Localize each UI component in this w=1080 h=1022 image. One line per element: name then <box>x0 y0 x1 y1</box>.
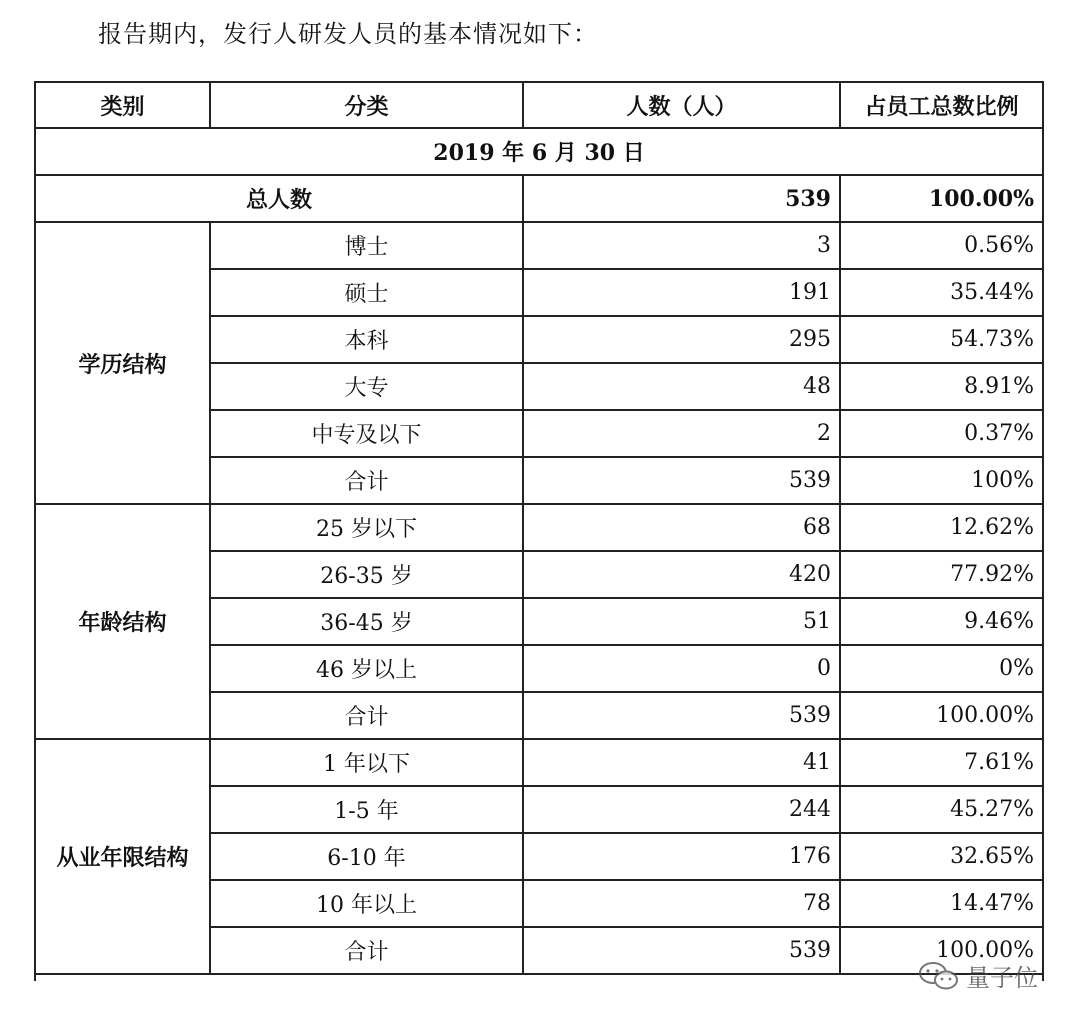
row-pct: 32.65% <box>840 833 1043 880</box>
intro-text: 报告期内，发行人研发人员的基本情况如下： <box>98 20 598 48</box>
category-cell: 学历结构 <box>35 222 210 504</box>
row-label: 博士 <box>210 222 523 269</box>
row-pct: 14.47% <box>840 880 1043 927</box>
row-label: 1 年以下 <box>210 739 523 786</box>
row-count: 295 <box>523 316 840 363</box>
table-row <box>35 504 1043 551</box>
table-row <box>35 739 1043 786</box>
row-pct: 45.27% <box>840 786 1043 833</box>
row-count: 51 <box>523 598 840 645</box>
row-label: 36-45 岁 <box>210 598 523 645</box>
header-subcategory: 分类 <box>210 82 523 128</box>
row-count: 176 <box>523 833 840 880</box>
row-label: 10 年以上 <box>210 880 523 927</box>
row-count: 420 <box>523 551 840 598</box>
row-count: 2 <box>523 410 840 457</box>
row-pct: 8.91% <box>840 363 1043 410</box>
row-pct: 54.73% <box>840 316 1043 363</box>
row-count: 78 <box>523 880 840 927</box>
row-pct: 100% <box>840 457 1043 504</box>
row-label: 46 岁以上 <box>210 645 523 692</box>
row-count: 68 <box>523 504 840 551</box>
row-label: 硕士 <box>210 269 523 316</box>
row-count: 539 <box>523 457 840 504</box>
row-label: 6-10 年 <box>210 833 523 880</box>
total-label: 总人数 <box>35 175 523 222</box>
watermark-text: 量子位 <box>966 964 1038 992</box>
header-count: 人数（人） <box>523 82 840 128</box>
row-pct: 35.44% <box>840 269 1043 316</box>
row-pct: 12.62% <box>840 504 1043 551</box>
table-tail-row <box>35 974 1043 981</box>
row-label: 26-35 岁 <box>210 551 523 598</box>
category-cell: 从业年限结构 <box>35 739 210 974</box>
header-category: 类别 <box>35 82 210 128</box>
row-count: 3 <box>523 222 840 269</box>
row-pct: 0.56% <box>840 222 1043 269</box>
row-label: 大专 <box>210 363 523 410</box>
row-pct: 77.92% <box>840 551 1043 598</box>
row-label: 合计 <box>210 457 523 504</box>
row-count: 41 <box>523 739 840 786</box>
row-label: 本科 <box>210 316 523 363</box>
row-pct: 7.61% <box>840 739 1043 786</box>
total-count: 539 <box>523 175 840 222</box>
row-pct: 9.46% <box>840 598 1043 645</box>
header-row <box>35 82 1043 128</box>
row-count: 191 <box>523 269 840 316</box>
row-count: 244 <box>523 786 840 833</box>
total-pct: 100.00% <box>840 175 1043 222</box>
header-ratio: 占员工总数比例 <box>840 82 1043 128</box>
total-row <box>35 175 1043 222</box>
row-pct: 100.00% <box>840 692 1043 739</box>
row-pct: 0.37% <box>840 410 1043 457</box>
row-pct: 100.00% <box>840 927 1043 974</box>
row-count: 539 <box>523 927 840 974</box>
watermark <box>918 958 1038 993</box>
rd-staff-table <box>34 81 1044 981</box>
row-label: 25 岁以下 <box>210 504 523 551</box>
row-pct: 0% <box>840 645 1043 692</box>
row-label: 合计 <box>210 927 523 974</box>
row-count: 0 <box>523 645 840 692</box>
table-row <box>35 222 1043 269</box>
date-row <box>35 128 1043 175</box>
row-label: 中专及以下 <box>210 410 523 457</box>
row-label: 1-5 年 <box>210 786 523 833</box>
table-tail-cell <box>35 974 1043 981</box>
date-cell: 2019 年 6 月 30 日 <box>35 128 1043 175</box>
category-cell: 年龄结构 <box>35 504 210 739</box>
wechat-logo-icon <box>918 961 960 991</box>
row-count: 539 <box>523 692 840 739</box>
row-count: 48 <box>523 363 840 410</box>
row-label: 合计 <box>210 692 523 739</box>
